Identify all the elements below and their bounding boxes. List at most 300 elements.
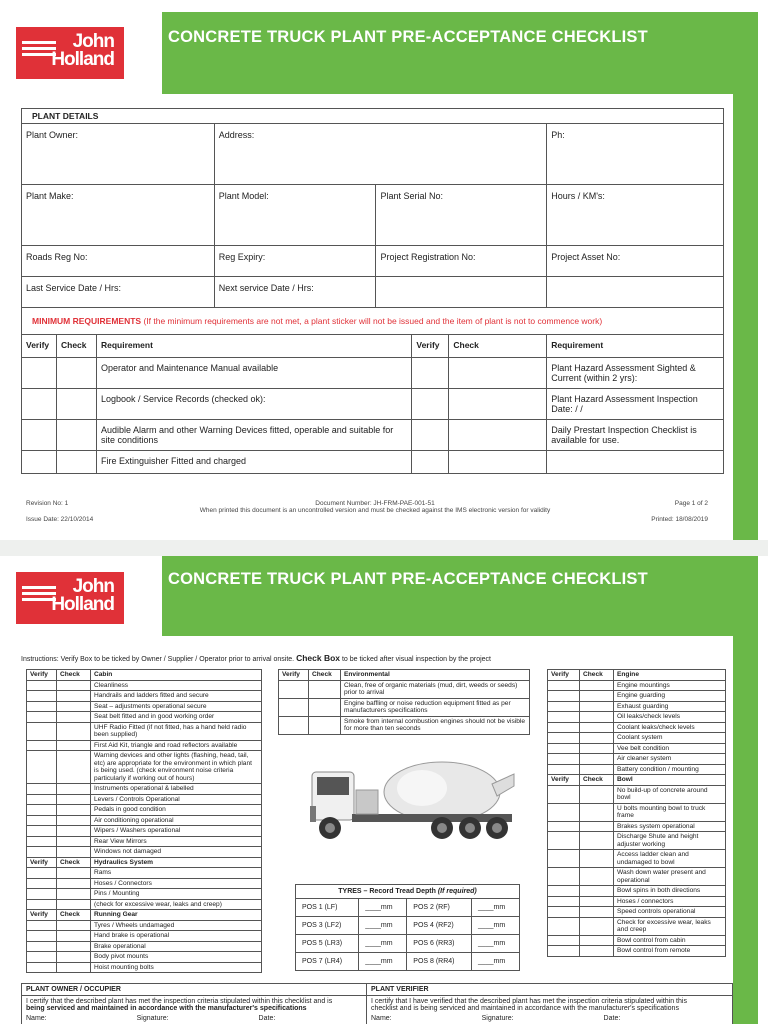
verifier-declaration: I certify that I have verified that the described plant has met the inspection criteria stipulated within this checklist and is being serviced and maintained in accordance with the manufacturer's specifications Name: Signature: Date: [367, 996, 733, 1024]
next-service-field[interactable]: Next service Date / Hrs: [214, 277, 376, 308]
checklist-item: Access ladder clean and undamaged to bowl [614, 850, 726, 868]
tyres-title: TYRES – Record Tread Depth (If required) [296, 885, 520, 899]
john-holland-logo: John Holland [16, 27, 124, 79]
check-checkbox[interactable] [580, 803, 614, 821]
checklist-item: Cleanliness [91, 680, 262, 691]
verify-header: Verify [548, 775, 580, 786]
tyre-position: POS 7 (LR4) [296, 953, 359, 971]
verify-checkbox[interactable] [548, 743, 580, 754]
checklist-item: Engine guarding [614, 691, 726, 702]
plant-owner-field[interactable]: Plant Owner: [22, 124, 215, 185]
table-row [27, 701, 262, 712]
verify-checkbox[interactable] [279, 680, 309, 698]
table-row [27, 712, 262, 723]
table-row [548, 775, 726, 786]
blank-field [547, 277, 724, 308]
owner-signature-field[interactable]: Signature: [136, 1015, 169, 1022]
verify-checkbox[interactable] [22, 358, 57, 389]
tyre-position: POS 1 (LF) [296, 899, 359, 917]
table-row [548, 803, 726, 821]
check-checkbox[interactable] [580, 868, 614, 886]
table-row [27, 826, 262, 837]
check-checkbox[interactable] [57, 962, 91, 973]
check-checkbox[interactable] [56, 420, 96, 451]
checklist-item: Body pivot mounts [91, 952, 262, 963]
checklist-item: Hoses / Connectors [91, 878, 262, 889]
table-row [548, 886, 726, 897]
check-checkbox[interactable] [57, 868, 91, 879]
tread-depth-field[interactable]: ____mm [359, 917, 407, 935]
table-row [27, 868, 262, 879]
check-checkbox[interactable] [580, 821, 614, 832]
check-checkbox[interactable] [57, 712, 91, 723]
page-title: CONCRETE TRUCK PLANT PRE-ACCEPTANCE CHECKLIST [168, 28, 648, 46]
checklist-item: Seat – adjustments operational secure [91, 701, 262, 712]
check-checkbox[interactable] [580, 886, 614, 897]
verify-checkbox[interactable] [22, 451, 57, 474]
tread-depth-field[interactable]: ____mm [471, 953, 519, 971]
requirement-item: Daily Prestart Inspection Checklist is available for use. [547, 420, 724, 451]
section-title: Cabin [91, 670, 262, 681]
check-checkbox[interactable] [57, 878, 91, 889]
verify-checkbox[interactable] [27, 701, 57, 712]
table-row [27, 691, 262, 702]
sign-off-table [21, 983, 733, 1024]
verify-checkbox[interactable] [27, 889, 57, 900]
check-header: Check [580, 670, 614, 681]
table-row [296, 953, 520, 971]
verify-checkbox[interactable] [27, 941, 57, 952]
blank-field [376, 277, 547, 308]
verify-checkbox[interactable] [548, 850, 580, 868]
verify-checkbox[interactable] [27, 931, 57, 942]
verify-checkbox[interactable] [548, 785, 580, 803]
section-title: Hydraulics System [91, 857, 262, 868]
check-checkbox[interactable] [57, 815, 91, 826]
checklist-item: (check for excessive wear, leaks and creep) [91, 899, 262, 910]
table-row [27, 784, 262, 795]
verify-checkbox[interactable] [548, 832, 580, 850]
verify-header: Verify [548, 670, 580, 681]
tread-depth-field[interactable]: ____mm [359, 935, 407, 953]
roads-reg-field[interactable]: Roads Reg No: [22, 246, 215, 277]
checklist-item: Handrails and ladders fitted and secure [91, 691, 262, 702]
requirement-header: Requirement [96, 335, 411, 358]
check-checkbox[interactable] [57, 889, 91, 900]
verify-checkbox[interactable] [548, 946, 580, 957]
requirement-item: Plant Hazard Assessment Inspection Date: / / [547, 389, 724, 420]
check-checkbox[interactable] [57, 952, 91, 963]
table-row [548, 785, 726, 803]
verify-checkbox[interactable] [412, 358, 449, 389]
table-row [27, 836, 262, 847]
table-row [279, 670, 530, 681]
checklist-item: Engine baffling or noise reduction equipment fitted as per manufacturers specifications [341, 698, 530, 716]
checklist-item: Air conditioning operational [91, 815, 262, 826]
checklist-item: Brake operational [91, 941, 262, 952]
verify-checkbox[interactable] [27, 868, 57, 879]
check-checkbox[interactable] [449, 420, 547, 451]
checklist-item: Hoses / connectors [614, 896, 726, 907]
check-checkbox[interactable] [57, 826, 91, 837]
table-row [27, 920, 262, 931]
checklist-item: Engine mountings [614, 680, 726, 691]
table-row [548, 701, 726, 712]
check-checkbox[interactable] [57, 847, 91, 858]
section-title: Running Gear [91, 910, 262, 921]
table-row [548, 868, 726, 886]
check-checkbox[interactable] [57, 920, 91, 931]
checklist-item: Battery condition / mounting [614, 764, 726, 775]
check-header: Check [56, 335, 96, 358]
check-checkbox[interactable] [580, 733, 614, 744]
check-checkbox[interactable] [580, 701, 614, 712]
check-checkbox[interactable] [580, 946, 614, 957]
checklist-item: First Aid Kit, triangle and road reflectors available [91, 740, 262, 751]
owner-date-field[interactable]: Date: [258, 1015, 276, 1022]
table-row [27, 740, 262, 751]
concrete-truck-image [292, 744, 522, 852]
verify-checkbox[interactable] [27, 815, 57, 826]
table-row [279, 716, 530, 734]
check-checkbox[interactable] [57, 751, 91, 784]
verify-checkbox[interactable] [548, 691, 580, 702]
check-checkbox[interactable] [57, 691, 91, 702]
cabin-table [26, 669, 262, 973]
section-title: Bowl [614, 775, 726, 786]
check-checkbox[interactable] [57, 740, 91, 751]
verify-checkbox[interactable] [548, 712, 580, 723]
table-row [27, 878, 262, 889]
hours-field[interactable]: Hours / KM's: [547, 185, 724, 246]
table-row [548, 722, 726, 733]
check-checkbox[interactable] [57, 794, 91, 805]
verify-checkbox[interactable] [27, 878, 57, 889]
verify-checkbox[interactable] [548, 722, 580, 733]
table-row [27, 910, 262, 921]
table-row [27, 941, 262, 952]
verify-checkbox[interactable] [412, 420, 449, 451]
verify-checkbox[interactable] [548, 803, 580, 821]
verify-checkbox[interactable] [548, 764, 580, 775]
table-row [279, 680, 530, 698]
address-field[interactable]: Address: [214, 124, 546, 185]
verify-checkbox[interactable] [27, 805, 57, 816]
check-checkbox[interactable] [309, 680, 341, 698]
table-row [548, 743, 726, 754]
table-row [27, 962, 262, 973]
document-number: Document Number: JH-FRM-PAE-001-51 When printed this document is an uncontrolled version and must be checked against the IMS electronic version for validity [199, 500, 551, 514]
verify-header: Verify [412, 335, 449, 358]
verify-checkbox[interactable] [27, 826, 57, 837]
verify-checkbox[interactable] [548, 733, 580, 744]
check-checkbox[interactable] [580, 722, 614, 733]
table-row [27, 722, 262, 740]
owner-declaration: I certify that the described plant has met the inspection criteria stipulated within this checklist and is being serviced and maintained in accordance with the manufacturer's specifications Name: Signature: Date: [22, 996, 367, 1024]
tread-depth-field[interactable]: ____mm [471, 917, 519, 935]
check-checkbox[interactable] [57, 805, 91, 816]
table-row [548, 754, 726, 765]
check-checkbox[interactable] [580, 850, 614, 868]
verify-checkbox[interactable] [548, 821, 580, 832]
table-row [27, 857, 262, 868]
requirement-header: Requirement [547, 335, 724, 358]
verify-checkbox[interactable] [27, 722, 57, 740]
verify-header: Verify [27, 910, 57, 921]
requirement-item: Operator and Maintenance Manual available [96, 358, 411, 389]
verifier-heading: PLANT VERIFIER [367, 984, 733, 996]
checklist-item: Tyres / Wheels undamaged [91, 920, 262, 931]
verify-checkbox[interactable] [548, 886, 580, 897]
verify-checkbox[interactable] [27, 920, 57, 931]
verifier-date-field[interactable]: Date: [603, 1015, 621, 1022]
check-checkbox[interactable] [580, 832, 614, 850]
verify-checkbox[interactable] [27, 751, 57, 784]
check-checkbox[interactable] [57, 836, 91, 847]
table-row [27, 847, 262, 858]
checklist-item: Exhaust guarding [614, 701, 726, 712]
table-row [279, 698, 530, 716]
verify-checkbox[interactable] [27, 847, 57, 858]
last-service-field[interactable]: Last Service Date / Hrs: [22, 277, 215, 308]
verify-checkbox[interactable] [548, 917, 580, 935]
checklist-item: Brakes system operational [614, 821, 726, 832]
table-row [548, 680, 726, 691]
check-checkbox[interactable] [580, 907, 614, 918]
verify-checkbox[interactable] [27, 952, 57, 963]
check-checkbox[interactable] [57, 680, 91, 691]
revision-number: Revision No: 1 [26, 500, 69, 507]
check-checkbox[interactable] [580, 764, 614, 775]
project-registration-field[interactable]: Project Registration No: [376, 246, 547, 277]
table-row [27, 815, 262, 826]
engine-table [547, 669, 726, 957]
checklist-item: Oil leaks/check levels [614, 712, 726, 723]
check-checkbox[interactable] [580, 743, 614, 754]
table-row [27, 889, 262, 900]
verifier-signature-field[interactable]: Signature: [481, 1015, 514, 1022]
check-checkbox[interactable] [309, 716, 341, 734]
phone-field[interactable]: Ph: [547, 124, 724, 185]
check-checkbox[interactable] [56, 451, 96, 474]
table-row [296, 935, 520, 953]
checklist-item: Seat belt fitted and in good working order [91, 712, 262, 723]
verify-checkbox[interactable] [27, 712, 57, 723]
side-banner [733, 636, 758, 1024]
issue-date: Issue Date: 22/10/2014 [26, 516, 94, 523]
reg-expiry-field[interactable]: Reg Expiry: [214, 246, 376, 277]
checklist-item: Rear View Mirrors [91, 836, 262, 847]
tread-depth-field[interactable]: ____mm [471, 899, 519, 917]
requirement-item: Fire Extinguisher Fitted and charged [96, 451, 411, 474]
project-asset-field[interactable]: Project Asset No: [547, 246, 724, 277]
table-row [548, 850, 726, 868]
environmental-table [278, 669, 530, 735]
check-header: Check [449, 335, 547, 358]
verify-checkbox[interactable] [279, 698, 309, 716]
page-separator [0, 540, 768, 556]
verify-checkbox[interactable] [22, 420, 57, 451]
checklist-item: Bowl spins in both directions [614, 886, 726, 897]
check-checkbox[interactable] [56, 358, 96, 389]
table-row [548, 935, 726, 946]
page-2 [0, 556, 768, 1024]
owner-name-field[interactable]: Name: [26, 1015, 47, 1022]
checklist-item: Hand brake is operational [91, 931, 262, 942]
table-row [296, 899, 520, 917]
instructions: Instructions: Verify Box to be ticked by Owner / Supplier / Operator prior to arrival onsite. Check Box to be ticked after visual inspection by the project [21, 653, 491, 663]
check-checkbox[interactable] [57, 701, 91, 712]
checklist-item: Vee belt condition [614, 743, 726, 754]
requirement-item: Plant Hazard Assessment Sighted & Current (within 2 yrs): [547, 358, 724, 389]
checklist-item: Check for excessive wear, leaks and creep [614, 917, 726, 935]
table-row [27, 952, 262, 963]
verify-checkbox[interactable] [27, 899, 57, 910]
table-row [296, 917, 520, 935]
verify-checkbox[interactable] [27, 784, 57, 795]
verify-header: Verify [279, 670, 309, 681]
tread-depth-field[interactable]: ____mm [359, 899, 407, 917]
tyre-position: POS 2 (RF) [407, 899, 472, 917]
verify-header: Verify [27, 857, 57, 868]
table-row [548, 733, 726, 744]
verify-checkbox[interactable] [412, 451, 449, 474]
checklist-item: Pins / Mounting [91, 889, 262, 900]
minimum-requirements: MINIMUM REQUIREMENTS (If the minimum requirements are not met, a plant sticker will not be issued and the item of plant is not to commence work) [22, 308, 724, 335]
verify-checkbox[interactable] [27, 691, 57, 702]
verify-checkbox[interactable] [548, 896, 580, 907]
check-header: Check [57, 670, 91, 681]
check-checkbox[interactable] [449, 358, 547, 389]
plant-model-field[interactable]: Plant Model: [214, 185, 376, 246]
verify-header: Verify [27, 670, 57, 681]
side-banner [733, 94, 758, 540]
tyre-position: POS 8 (RR4) [407, 953, 472, 971]
tyre-position: POS 4 (RF2) [407, 917, 472, 935]
check-header: Check [57, 910, 91, 921]
table-row [548, 821, 726, 832]
check-checkbox[interactable] [580, 917, 614, 935]
table-row [27, 680, 262, 691]
verify-checkbox[interactable] [27, 680, 57, 691]
checklist-item: U bolts mounting bowl to truck frame [614, 803, 726, 821]
verify-checkbox[interactable] [27, 740, 57, 751]
owner-heading: PLANT OWNER / OCCUPIER [22, 984, 367, 996]
plant-details-table [21, 108, 724, 474]
table-row [548, 896, 726, 907]
checklist-item: No build-up of concrete around bowl [614, 785, 726, 803]
title-banner [162, 556, 758, 636]
table-row [548, 691, 726, 702]
check-checkbox[interactable] [57, 784, 91, 795]
verifier-name-field[interactable]: Name: [371, 1015, 392, 1022]
verify-checkbox[interactable] [22, 389, 57, 420]
tyres-table [295, 884, 520, 971]
checklist-item: Levers / Controls Operational [91, 794, 262, 805]
verify-checkbox[interactable] [548, 868, 580, 886]
verify-checkbox[interactable] [279, 716, 309, 734]
section-heading: PLANT DETAILS [22, 109, 724, 124]
check-checkbox[interactable] [580, 691, 614, 702]
verify-checkbox[interactable] [27, 794, 57, 805]
table-row [548, 764, 726, 775]
check-header: Check [309, 670, 341, 681]
check-checkbox[interactable] [580, 680, 614, 691]
checklist-item: Hoist mounting bolts [91, 962, 262, 973]
checklist-item: Speed controls operational [614, 907, 726, 918]
printed-date: Printed: 18/08/2019 [651, 516, 708, 523]
table-row [27, 805, 262, 816]
checklist-item: UHF Radio Fitted (if not fitted, has a hand held radio been supplied) [91, 722, 262, 740]
check-checkbox[interactable] [57, 941, 91, 952]
checklist-item: Bowl control from cabin [614, 935, 726, 946]
verify-checkbox[interactable] [548, 935, 580, 946]
table-row [27, 670, 262, 681]
check-checkbox[interactable] [580, 896, 614, 907]
checklist-item: Clean, free of organic materials (mud, dirt, weeds or seeds) prior to arrival [341, 680, 530, 698]
checklist-item: Smoke from internal combustion engines should not be visible for more than ten seconds [341, 716, 530, 734]
section-title: Environmental [341, 670, 530, 681]
verify-checkbox[interactable] [412, 389, 449, 420]
checklist-item: Windows not damaged [91, 847, 262, 858]
page-number: Page 1 of 2 [674, 500, 708, 507]
page-title: CONCRETE TRUCK PLANT PRE-ACCEPTANCE CHECKLIST [168, 570, 648, 588]
checklist-item: Warning devices and other lights (flashing, head, tail, etc) are appropriate for the environment in which plant is being used. (check environment noise criteria particularly if working out of hours) [91, 751, 262, 784]
check-checkbox[interactable] [57, 899, 91, 910]
tyre-position: POS 5 (LR3) [296, 935, 359, 953]
check-checkbox[interactable] [580, 935, 614, 946]
verify-checkbox[interactable] [548, 907, 580, 918]
check-checkbox[interactable] [449, 451, 547, 474]
verify-checkbox[interactable] [27, 962, 57, 973]
table-row [27, 899, 262, 910]
checklist-item: Coolant system [614, 733, 726, 744]
verify-checkbox[interactable] [548, 680, 580, 691]
checklist-item: Wash down water present and operational [614, 868, 726, 886]
requirement-item: Logbook / Service Records (checked ok): [96, 389, 411, 420]
check-checkbox[interactable] [57, 931, 91, 942]
checklist-item: Coolant leaks/check levels [614, 722, 726, 733]
checklist-item: Discharge Shute and height adjuster working [614, 832, 726, 850]
table-row [27, 794, 262, 805]
checklist-item: Air cleaner system [614, 754, 726, 765]
check-checkbox[interactable] [580, 712, 614, 723]
check-checkbox[interactable] [56, 389, 96, 420]
checklist-item: Bowl control from remote [614, 946, 726, 957]
tread-depth-field[interactable]: ____mm [471, 935, 519, 953]
check-checkbox[interactable] [57, 722, 91, 740]
check-checkbox[interactable] [580, 785, 614, 803]
plant-serial-field[interactable]: Plant Serial No: [376, 185, 547, 246]
plant-make-field[interactable]: Plant Make: [22, 185, 215, 246]
verify-checkbox[interactable] [548, 754, 580, 765]
check-header: Check [57, 857, 91, 868]
section-title: Engine [614, 670, 726, 681]
verify-checkbox[interactable] [548, 701, 580, 712]
check-checkbox[interactable] [580, 754, 614, 765]
check-checkbox[interactable] [309, 698, 341, 716]
table-row [548, 670, 726, 681]
verify-checkbox[interactable] [27, 836, 57, 847]
title-banner [162, 12, 758, 94]
john-holland-logo: John Holland [16, 572, 124, 624]
checklist-item: Instruments operational & labelled [91, 784, 262, 795]
checklist-item: Rams [91, 868, 262, 879]
check-checkbox[interactable] [449, 389, 547, 420]
table-row [548, 917, 726, 935]
tread-depth-field[interactable]: ____mm [359, 953, 407, 971]
requirement-item [547, 451, 724, 474]
